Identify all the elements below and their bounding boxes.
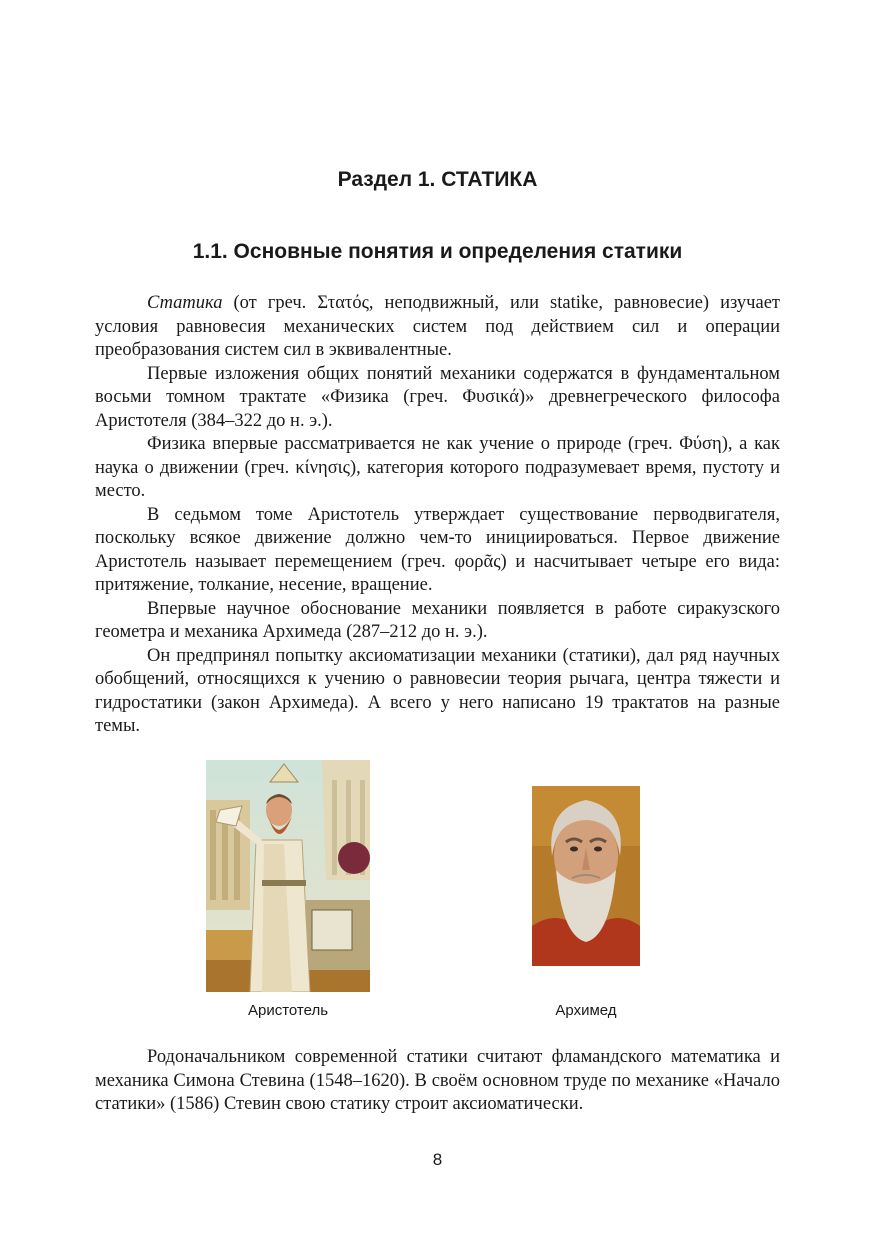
paragraph-2: Первые изложения общих понятий механики содержатся в фундаментальном восьми томном трактате «Физика (греч. Φυσικά)» древнегреческого философа Аристотеля (384–322 до н. э.). — [95, 363, 780, 431]
paragraph-1 — [95, 292, 780, 363]
paragraph-5: Впервые научное обоснование механики появляется в работе сиракузского геометра и механика Архимеда (287–212 до н. э.). — [95, 598, 780, 642]
section-title: Раздел 1. СТАТИКА — [337, 168, 538, 191]
page-number: 8 — [432, 1150, 443, 1169]
paragraph-3: Физика впервые рассматривается не как учение о природе (греч. Φύση), а как наука о движении (греч. κίνησις), категория которого подразумевает время, пустоту и место. — [95, 434, 780, 501]
term-statics: Статика — [147, 293, 223, 313]
paragraph-6: Он предпринял попытку аксиоматизации механики (статики), дал ряд научных обобщений, относящихся к учению о равновесии теория рычага, центра тяжести и гидростатики (закон Архимеда). А всего у него написано 19 трактатов на разные темы. — [95, 645, 780, 736]
paragraph-1-text: (от греч. Στατός, неподвижный, или statike, равновесие) изучает условия равновесия механических систем под действием сил и операции преобразования систем сил в эквивалентные. — [95, 293, 780, 360]
subsection-title: 1.1. Основные понятия и определения статики — [192, 240, 683, 263]
aristotle-image — [206, 760, 370, 992]
aristotle-caption: Аристотель — [247, 1002, 329, 1019]
archimedes-image — [532, 786, 640, 966]
body-text-lower — [95, 1046, 780, 1117]
body-text-upper — [95, 292, 780, 739]
paragraph-7: Родоначальником современной статики считают фламандского математика и механика Симона Стевина (1548–1620). В своём основном труде по механике «Начало статики» (1586) Стевин свою статику строит аксиоматически. — [95, 1047, 780, 1114]
archimedes-caption: Архимед — [555, 1002, 617, 1019]
aristotle-illustration — [206, 760, 370, 992]
archimedes-portrait — [532, 786, 640, 966]
paragraph-4: В седьмом томе Аристотель утверждает существование перводвигателя, поскольку всякое движение должно чем-то инициироваться. Первое движение Аристотель называет перемещением (греч. φορᾶς) и насчитывает четыре его вида: притяжение, толкание, несение, вращение. — [95, 504, 780, 595]
